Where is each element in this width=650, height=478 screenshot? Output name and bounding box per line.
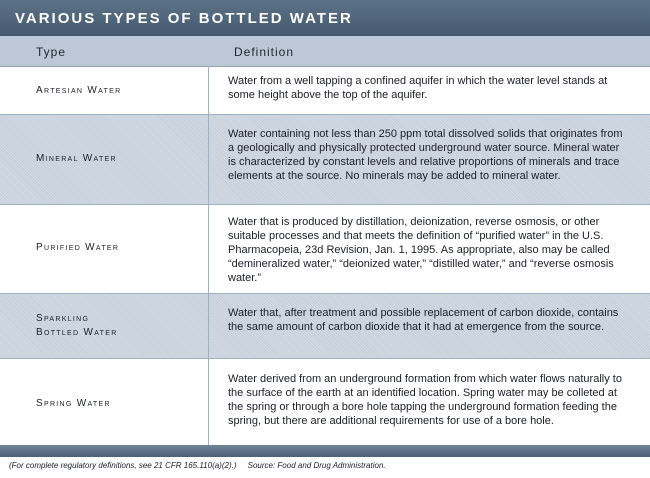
table-row [0,294,650,359]
row-type: Spring Water [36,398,111,409]
table-row [0,359,650,445]
row-type [36,312,118,340]
row-type-line: Bottled Water [36,327,118,338]
row-definition: Water that, after treatment and possible replacement of carbon dioxide, contains the same amount of carbon dioxide that it had at emergence from the source. [228,307,619,333]
title-bar [0,0,650,36]
row-type-line: Sparkling [36,313,90,324]
table-row [0,115,650,205]
row-definition: Water containing not less than 250 ppm total dissolved solids that originates from a geologically and physically protected underground water source. Mineral water is characterized by constant levels and relative proportions of minerals and trace elements at the source. No minerals may be added to mineral water. [228,128,623,182]
table-header [0,36,650,67]
row-type: Artesian Water [36,85,122,96]
row-definition: Water derived from an underground formation from which water flows naturally to the surface of the earth at an identified location. Spring water may be colleted at the spring or through a bore hole tapping the underground formation feeding the spring, but there are additional requirements for use of a bore hole. [228,373,622,427]
row-definition: Water that is produced by distillation, deionization, reverse osmosis, or other suitable processes and that meets the definition of “purified water” in the U.S. Pharmacopeia, 23d Revision, Jan. 1, 1995. As appropriate, also may be called “demineralized water,” “deionized water,” “distilled water,” and “reverse osmosis water.” [228,216,614,284]
row-definition: Water from a well tapping a confined aquifer in which the water level stands at some height above the top of the aquifer. [228,75,608,101]
row-type: Mineral Water [36,153,117,164]
table-title: VARIOUS TYPES OF BOTTLED WATER [15,10,353,27]
footnote: (For complete regulatory definitions, see 21 CFR 165.110(a)(2).) Source: Food and Drug Administration. [9,461,386,470]
row-type: Purified Water [36,242,120,253]
column-header-definition: Definition [234,45,295,59]
table-row [0,205,650,294]
column-header-type: Type [36,45,67,59]
table-row [0,67,650,115]
bottom-bar [0,445,650,457]
column-divider [208,66,209,445]
